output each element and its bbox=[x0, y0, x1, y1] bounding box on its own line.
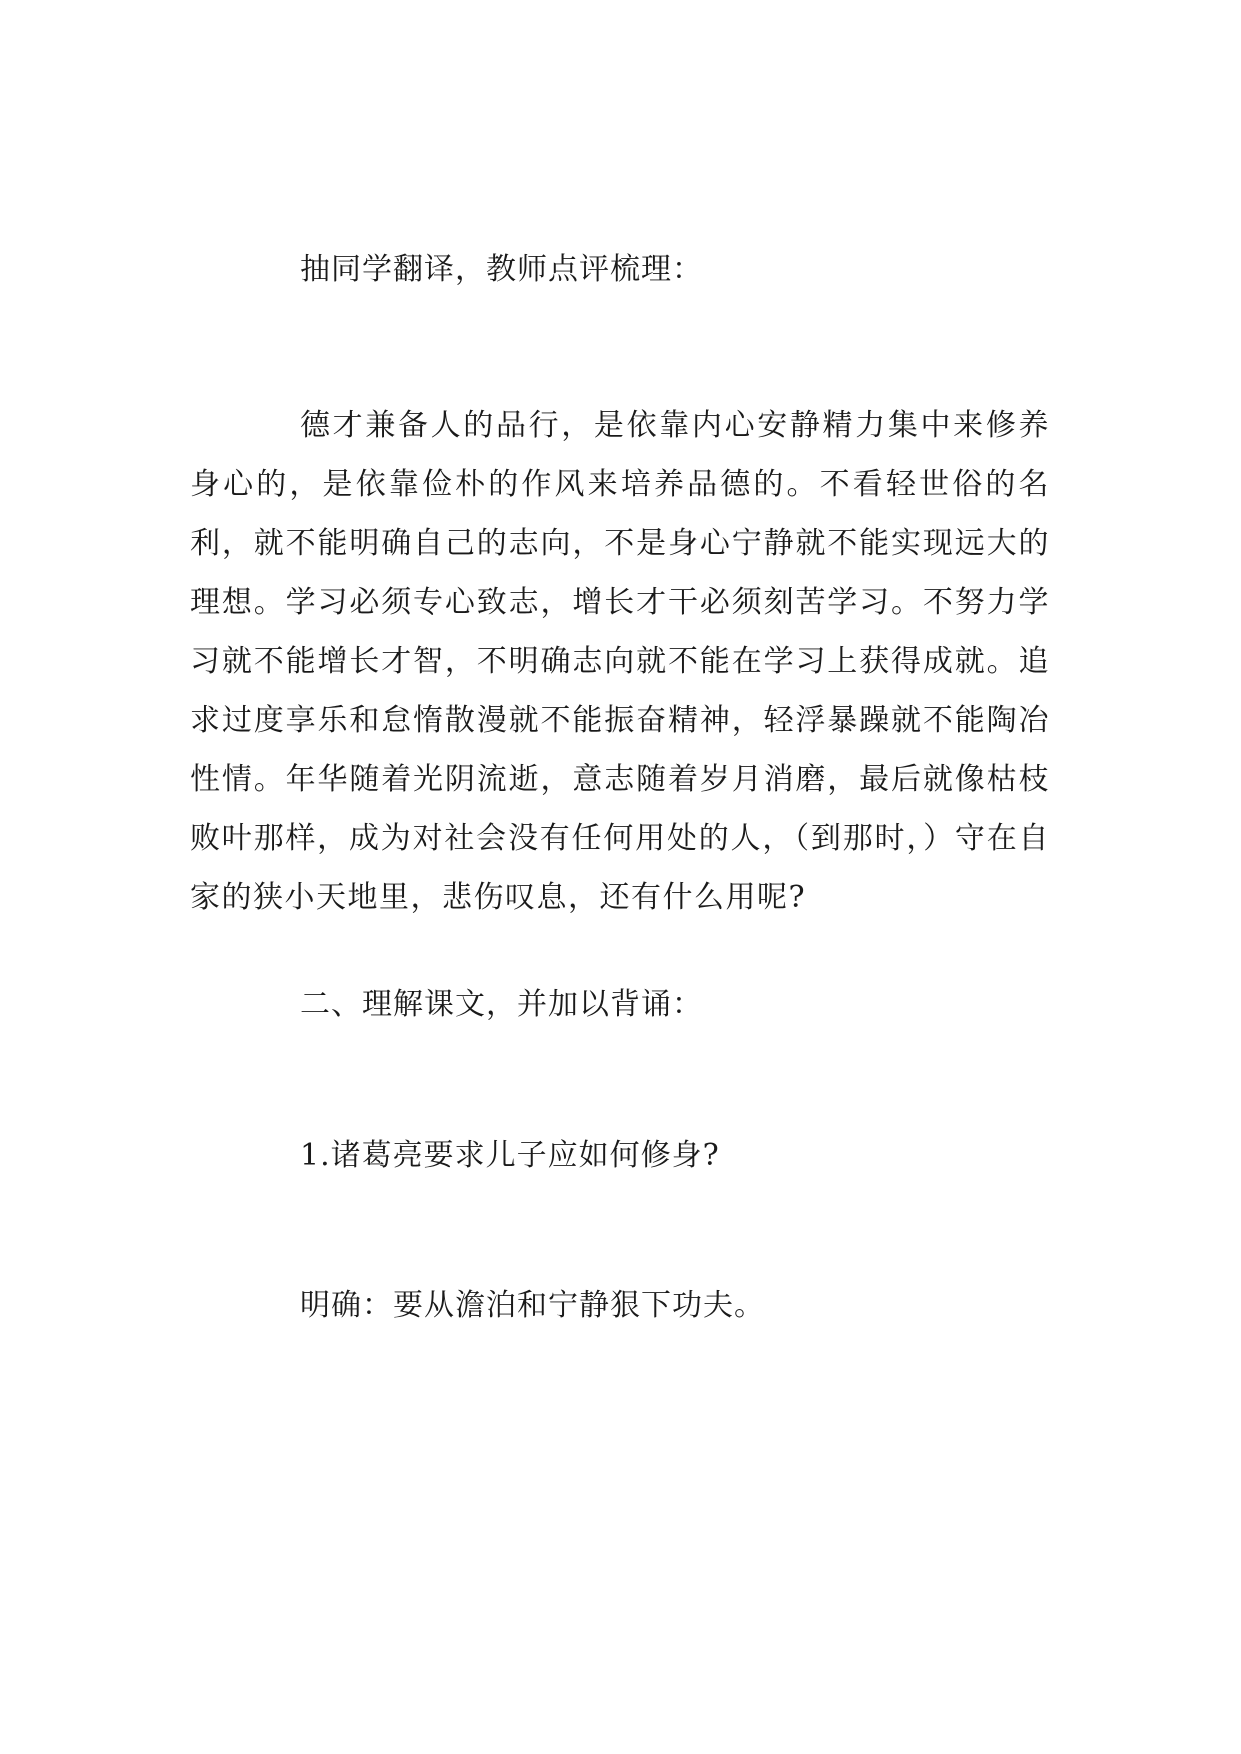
translation-paragraph: 德才兼备人的品行，是依靠内心安静精力集中来修养身心的，是依靠俭朴的作风来培养品德的。不看轻世俗的名利，就不能明确自己的志向，不是身心宁静就不能实现远大的理想。学习必须专心致志，增长才干必须刻苦学习。不努力学习就不能增长才智，不明确志向就不能在学习上获得成就。追求过度享乐和怠惰散漫就不能振奋精神，轻浮暴躁就不能陶冶性情。年华随着光阴流逝，意志随着岁月消磨，最后就像枯枝败叶那样，成为对社会没有任何用处的人，（到那时，）守在自家的狭小天地里，悲伤叹息，还有什么用呢? bbox=[190, 408, 1050, 915]
heading-translation-review: 抽同学翻译，教师点评梳理： bbox=[300, 252, 703, 287]
question-1: 1.诸葛亮要求儿子应如何修身? bbox=[300, 1138, 720, 1173]
section-2-title: 二、理解课文，并加以背诵： bbox=[300, 987, 703, 1022]
answer-1: 明确：要从澹泊和宁静狠下功夫。 bbox=[300, 1288, 765, 1323]
